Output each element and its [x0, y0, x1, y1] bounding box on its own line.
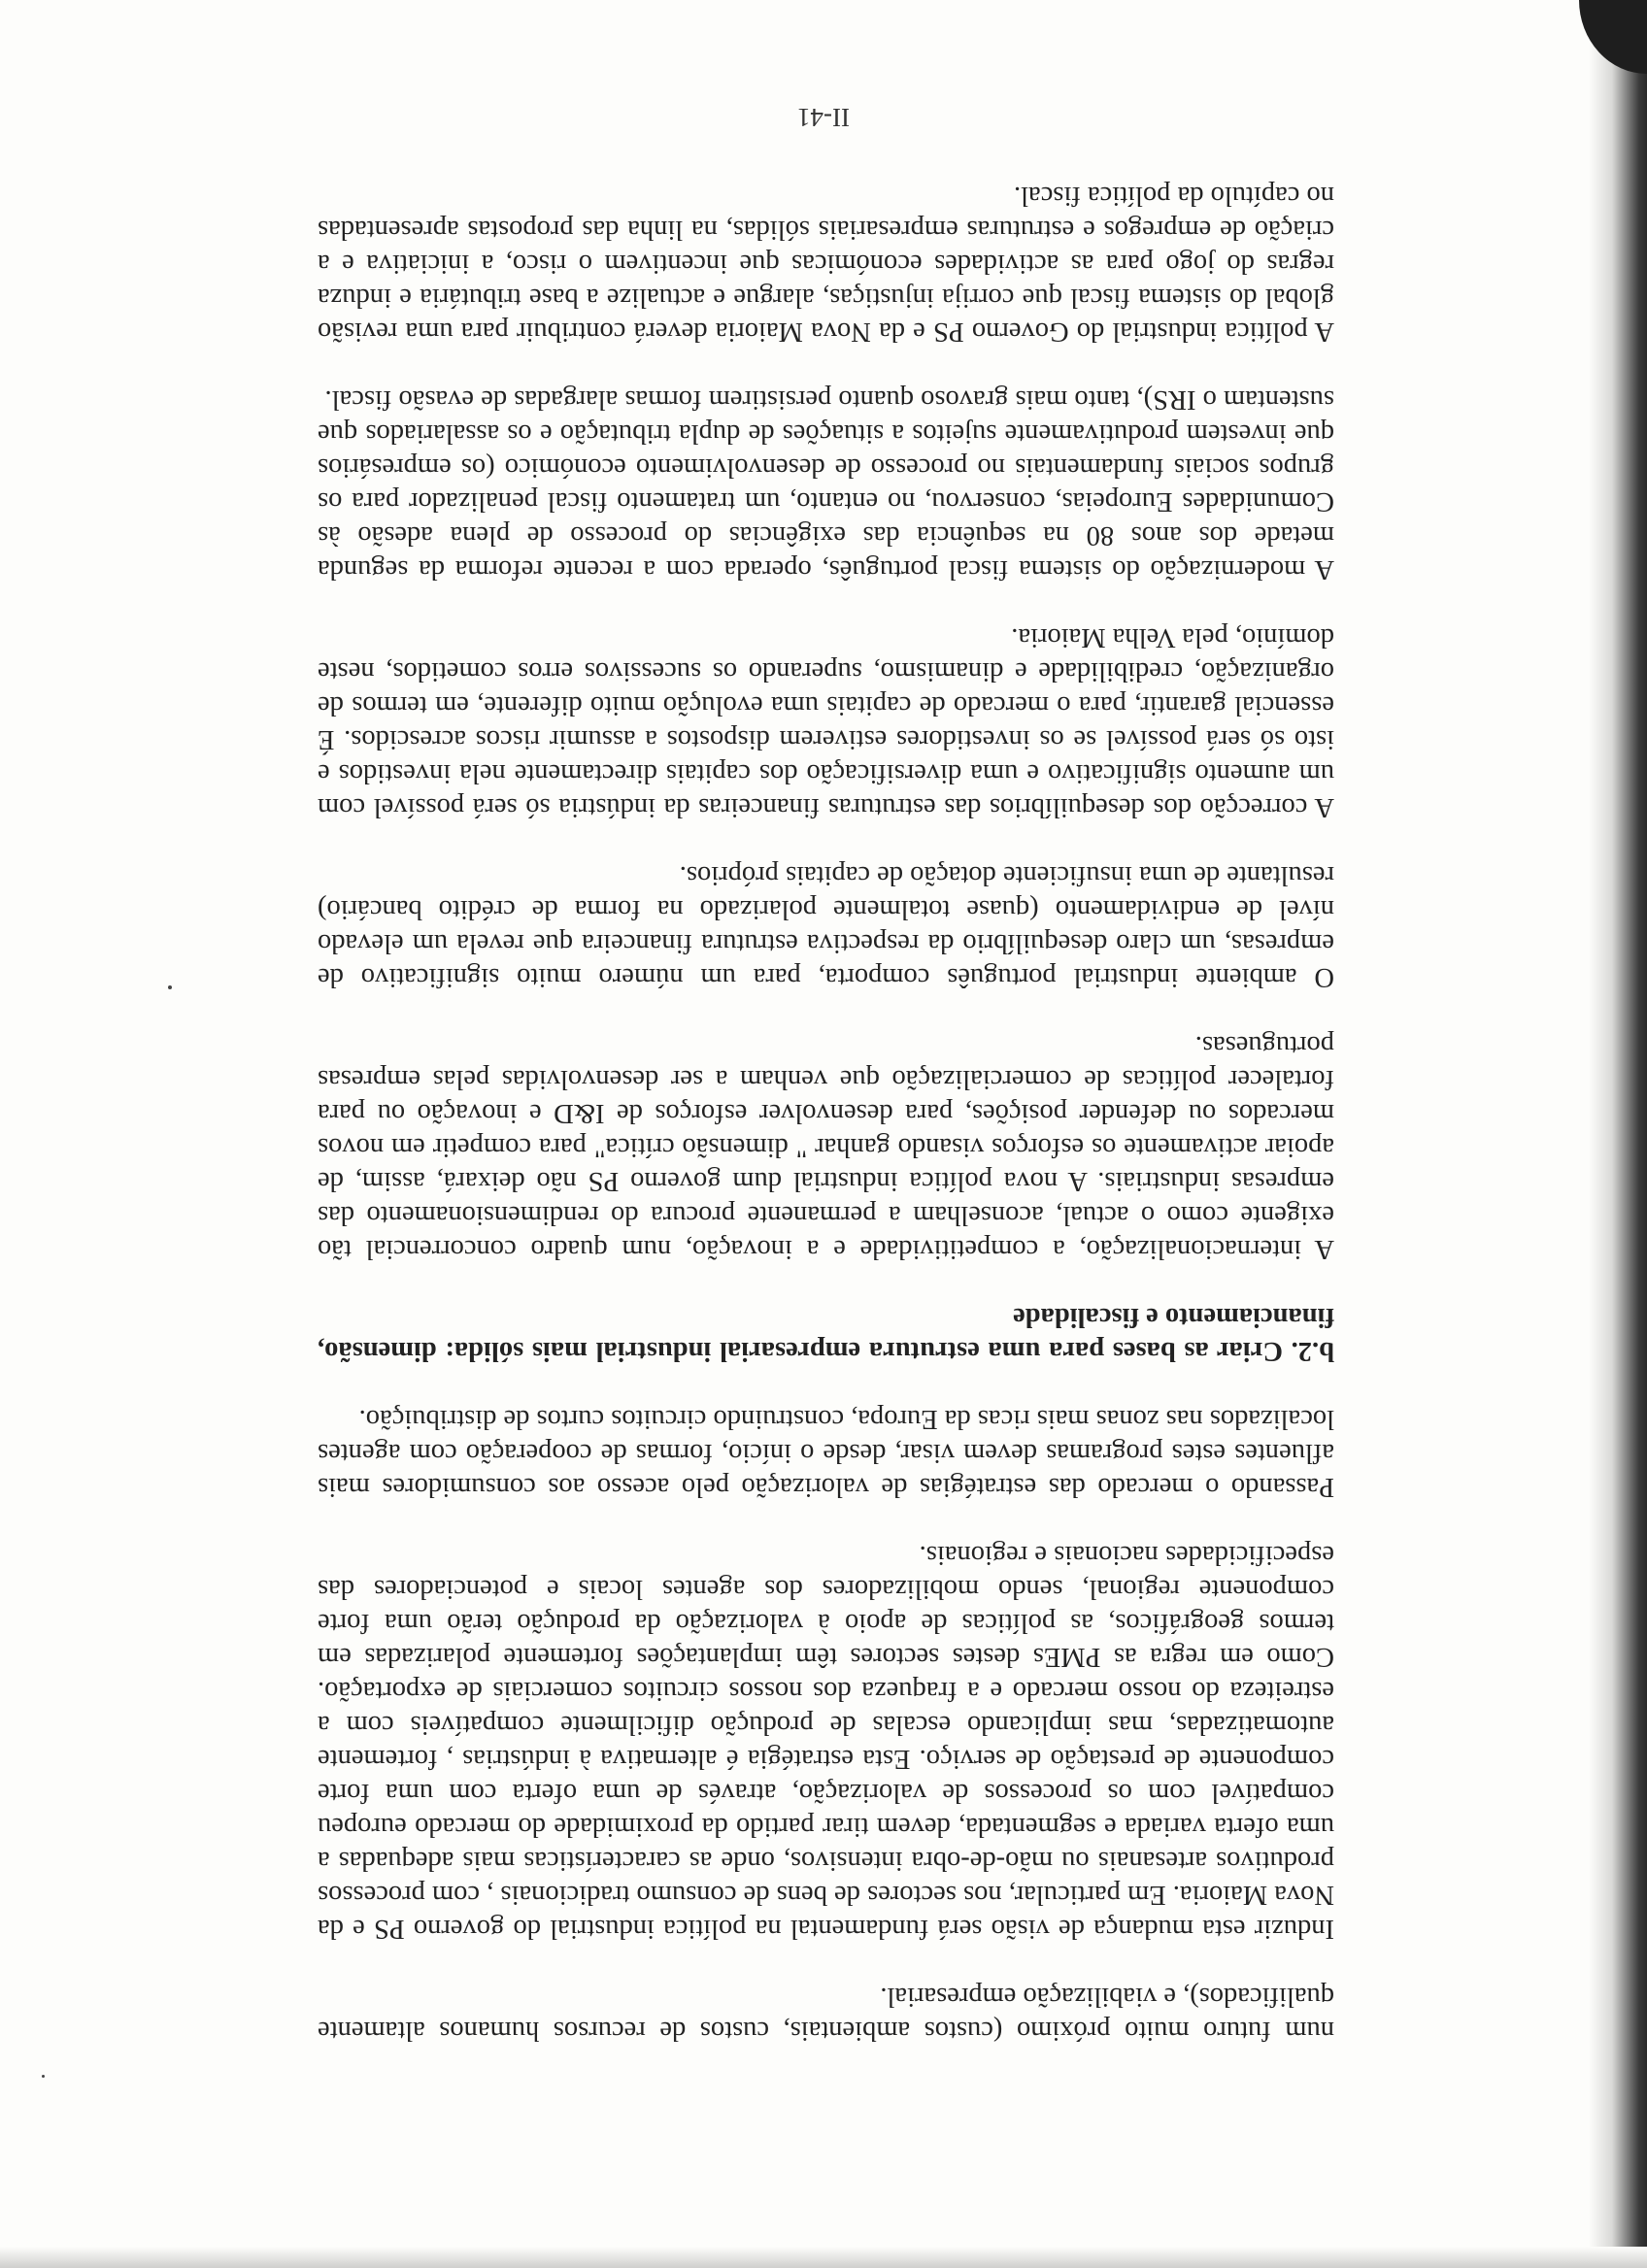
scan-speck: [168, 985, 172, 989]
paragraph: O ambiente industrial português comporta, para um número muito significativo de empresas, um claro desequilíbrio da respectiva estrutura financeira que revela um elevado nível de endividamento (quase totalmente polarizado na forma de crédito bancário) resultante de uma insuficiente dotação de capitais próprios.: [318, 860, 1334, 992]
paragraph: num futuro muito próximo (custos ambientais, custos de recursos humanos altamente qualificados), e viabilização empresarial.: [318, 1982, 1334, 2046]
section-heading: b.2. Criar as bases para uma estrutura empresarial industrial mais sólida: dimensão, financiamento e fiscalidade: [318, 1302, 1334, 1366]
paragraph: A modernização do sistema fiscal português, operada com a recente reforma da segunda metade dos anos 80 na sequência das exigências do processo de plena adesão às Comunidades Europeias, conservou, no entanto, um tratamento fiscal penalizador para os grupos sociais fundamentais no processo de desenvolvimento económico (os empresários que investem produtivamente sujeitos a situações de dupla tributação e os assalariados que sustentam o IRS), tanto mais gravoso quanto persistirem formas alargadas de evasão fiscal.: [318, 384, 1334, 584]
paragraph: Passando o mercado das estratégias de valorização pelo acesso aos consumidores mais afluentes estes programas devem visar, desde o início, formas de cooperação com agentes localizados nas zonas mais ricas da Europa, construindo circuitos curtos de distribuição.: [318, 1404, 1334, 1502]
page-number: II-41: [797, 103, 850, 132]
document-body: [318, 145, 1334, 2048]
paragraph: A política industrial do Governo PS e da Nova Maioria deverá contribuir para uma revisão global do sistema fiscal que corrija injustiças, alargue e actualize a base tributária e induza regras do jogo para as actividades económicas que incentivem o risco, a iniciativa e a criação de empregos e estruturas empresariais sólidas, na linha das propostas apresentadas no capítulo da política fiscal.: [318, 181, 1334, 347]
paragraph: A internacionalização, a competitividade e a inovação, num quadro concorrencial tão exigente como o actual, aconselham a permanente procura do rendimensionamento das empresas industriais. A nova política industrial dum governo PS não deixará, assim, de apoiar activamente os esforços visando ganhar " dimensão crítica" para competir em novos mercados ou defender posições, para desenvolver esforços de I&D e inovação ou para fortalecer políticas de comercialização que venham a ser desenvolvidas pelas empresas portuguesas.: [318, 1030, 1334, 1264]
paragraph: A correcção dos desequilíbrios das estruturas financeiras da indústria só será possível com um aumento significativo e uma diversificação dos capitais directamente nela investidos e isto só será possível se os investidores estiverem dispostos a assumir riscos acrescidos. É essencial garantir, para o mercado de capitais uma evolução muito diferente, em termos de organização, credibilidade e dinamismo, superando os sucessivos erros cometidos, neste domínio, pela Velha Maioria.: [318, 622, 1334, 822]
scan-speck: [42, 2075, 45, 2078]
scanner-shadow-edge: [1579, 0, 1647, 2268]
paragraph: Induzir esta mudança de visão será fundamental na política industrial do governo PS e da Nova Maioria. Em particular, nos sectores de bens de consumo tradicionais , com processos produtivos artesanais ou mão-de-obra intensivos, onde as características mais adequadas a uma oferta variada e segmentada, devem tirar partido da proximidade do mercado europeu compatível com os processos de valorização, através de uma oferta com uma forte componente de prestação de serviço. Esta estratégia é alternativa à indústrias , fortemente automatizadas, mas implicando escalas de produção dificilmente compatíveis com a estreiteza do nosso mercado e a fraqueza dos nossos circuitos comerciais de exportação. Como em regra as PMEs destes sectores têm implantações fortemente polarizadas em termos geográficos, as políticas de apoio à valorização da produção terão uma forte componente regional, sendo mobilizadores dos agentes locais e potenciadores das especificidades nacionais e regionais.: [318, 1540, 1334, 1944]
scanner-fade-edge: [0, 2247, 1647, 2268]
